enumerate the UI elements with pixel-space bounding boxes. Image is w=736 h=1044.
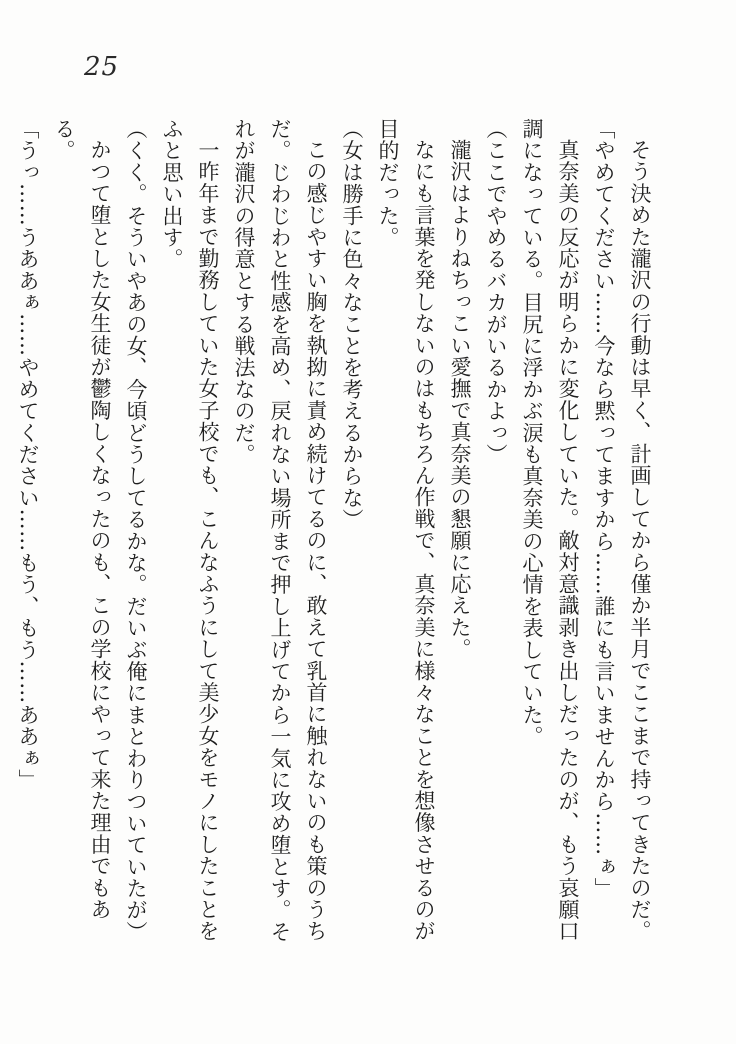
paragraph: 真奈美の反応が明らかに変化していた。敵対意識剥き出しだったのが、もう哀願口調になっている。目尻に浮かぶ涙も真奈美の心情を表していた。 [520, 118, 580, 942]
paragraph: 「うっ……うああぁ……やめてください……もう、もう……ああぁ」 [16, 118, 40, 791]
paragraph: 一昨年まで勤務していた女子校でも、こんなふうにして美少女をモノにしたことをふと思い出す。 [160, 118, 220, 942]
paragraph: （女は勝手に色々なことを考えるからな） [340, 118, 364, 531]
paragraph: （くく。そういやあの女、今頃どうしてるかな。だいぶ俺にまとわりついていたが） [124, 118, 148, 943]
paragraph: この感じやすい胸を執拗に責め続けてるのに、敢えて乳首に触れないのも策のうちだ。じわじわと性感を高め、戻れない場所まで押し上げてから一気に攻め堕とす。それが瀧沢の得意とする戦法なのだ。 [232, 118, 328, 943]
paragraph: 瀧沢はよりねちっこい愛撫で真奈美の懇願に応えた。 [448, 139, 472, 660]
paragraph: なにも言葉を発しないのはもちろん作戦で、真奈美に様々なことを想像させるのが目的だった。 [376, 118, 436, 942]
paragraph: かつて堕とした女生徒が鬱陶しくなったのも、この学校にやって来た理由でもある。 [52, 118, 112, 921]
text-body [10, 118, 658, 948]
paragraph: 「やめてください……今なら黙ってますから……誰にも言いませんから……ぁ」 [592, 118, 616, 900]
paragraph: （ここでやめるバカがいるかよっ） [484, 118, 508, 466]
page-number: 25 [84, 52, 120, 82]
paragraph: そう決めた瀧沢の行動は早く、計画してから僅か半月でここまで持ってきたのだ。 [628, 139, 652, 942]
